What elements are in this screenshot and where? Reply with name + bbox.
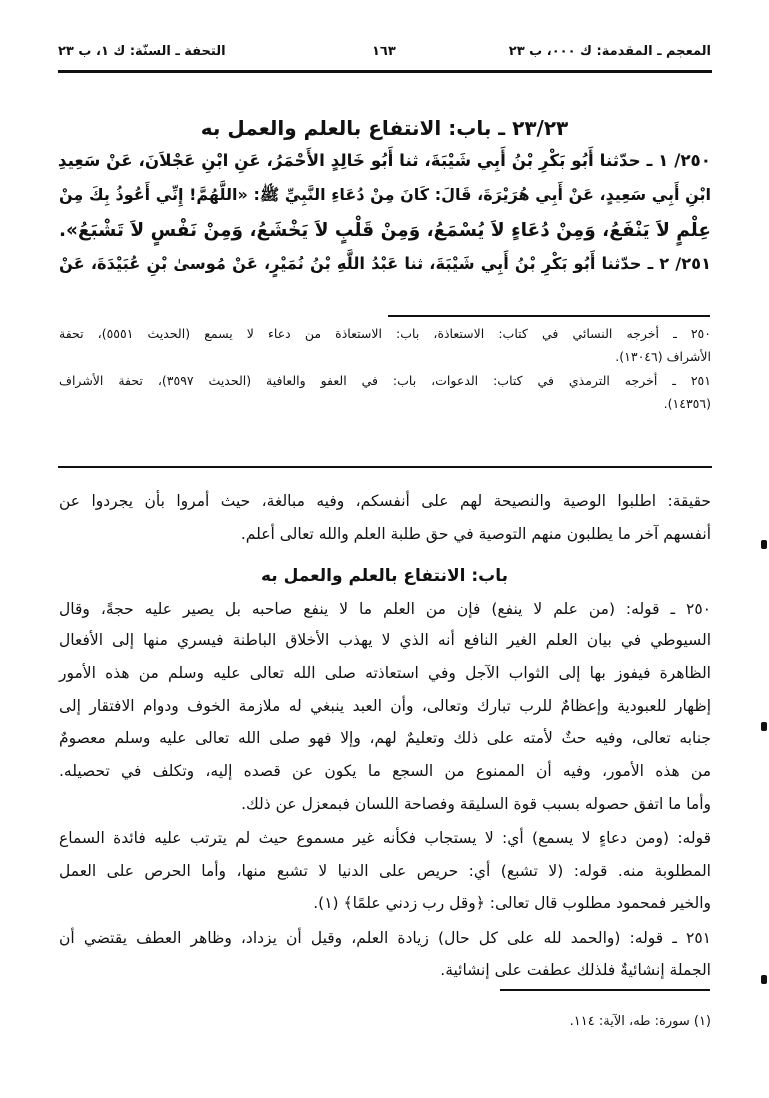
takhrij-line: (١٤٣٥٦). [663,396,711,411]
page-number: ١٦٣ [372,44,396,59]
commentary-line: قوله: (ومن دعاءٍ لا يسمع) أي: لا يستجاب فكأنه غير مسموع حيث لم يترتب عليه فائدة السماع [59,829,711,847]
scan-mark [761,975,767,984]
header-right: المعجم ـ المقدمة: ك ٠٠٠، ب ٢٣ [508,44,711,59]
commentary-line: والخير فمحمود مطلوب قال تعالى: ﴿وقل رب زدني علمًا﴾ (١). [313,894,711,912]
hadith-line: ٢٥١/ ٢ ـ حدّثنا أَبُو بَكْرِ بْنُ أَبِي شَيْبَةَ، ثنا عَبْدُ اللَّهِ بْنُ نُمَيْرٍ، عَنْ مُوسىٰ بْنِ عُبَيْدَةَ، عَنْ [59,254,711,273]
commentary-line: المطلوبة منه. قوله: (لا تشبع) أي: حريص على الدنيا لا تشبع منها، وأما الحرص على العمل [59,862,711,880]
commentary-line: السيوطي في بيان العلم الغير النافع أنه الذي لا يهذب الأخلاق الباطنة فيسري منها إلى الأفعال [59,631,711,649]
hadith-line: ابْنِ أَبِي سَعِيدٍ، عَنْ أَبِي هُرَيْرَةَ، قَالَ: كَانَ مِنْ دُعَاءِ النَّبِيِّ ﷺ: «اللَّهُمَّ! إِنِّي أَعُوذُ بِكَ مِنْ [59,185,711,204]
commentary-line: الجملة إنشائيةٌ فلذلك عطفت على إنشائية. [440,961,711,979]
commentary-line: وأما ما اتفق حصوله بسبب قوة السليقة وفصاحة اللسان فبمعزل عن ذلك. [241,795,711,813]
takhrij-line: ٢٥٠ ـ أخرجه النسائي في كتاب: الاستعاذة، باب: الاستعاذة من دعاء لا يسمع (الحديث ٥٥٥١)، تحفة [59,326,711,341]
scan-mark [761,540,767,549]
section-title: باب: الانتفاع بالعلم والعمل به [260,566,508,586]
takhrij-rule [388,315,710,317]
chapter-title: ٢٣/٢٣ ـ باب: الانتفاع بالعلم والعمل به [200,116,569,140]
commentary-line: ٢٥١ ـ قوله: (والحمد لله على كل حال) زيادة العلم، وقيل أن يزداد، وظاهر العطف يقتضي أن [59,929,711,947]
commentary-line: جنابه تعالى، وفيه حثٌ لأمته على ذلك وتعليمٌ لهم، وإلا فهو صلى الله تعالى عليه وسلم معصومٌ [59,729,711,747]
footnote: (١) سورة: طه، الآية: ١١٤. [569,1014,711,1029]
commentary-line: من هذه الأمور، وفيه أن الممنوع من السجع ما يكون عن قصده إليه، وتكلف في تحصيله. [59,762,711,780]
section-divider [58,466,712,468]
commentary-line: حقيقة: اطلبوا الوصية والنصيحة لهم على أنفسكم، وفيه مبالغة، حيث أمروا بأن يجردوا عن [59,492,711,510]
commentary-line: إظهار للعبودية وإعظامٌ للرب تبارك وتعالى، وأن العبد ينبغي له ملازمة الخوف ودوام الافتقار إلى [59,697,711,715]
commentary-line: أنفسهم آخر ما يطلبون منهم التوصية في حق طلبة العلم والله تعالى أعلم. [240,525,711,543]
hadith-line: عِلْمٍ لاَ يَنْفَعُ، وَمِنْ دُعَاءٍ لاَ يُسْمَعُ، وَمِنْ قَلْبٍ لاَ يَخْشَعُ، وَمِنْ نَفْسٍ لاَ تَشْبَعُ». [59,220,711,241]
commentary-line: الظاهرة فيفوز بها إلى الثواب الآجل وفي استعاذته صلى الله تعالى عليه وسلم من هذه الأمور [59,664,711,682]
header-rule [58,70,712,73]
scan-mark [761,722,767,731]
footnote-rule [500,989,710,991]
takhrij-line: الأشراف (١٣٠٤٦). [615,349,711,364]
takhrij-line: ٢٥١ ـ أخرجه الترمذي في كتاب: الدعوات، باب: في العفو والعافية (الحديث ٣٥٩٧)، تحفة الأشراف [59,373,711,388]
hadith-line: ٢٥٠/ ١ ـ حدّثنا أَبُو بَكْرِ بْنُ أَبِي شَيْبَةَ، ثنا أَبُو خَالِدٍ الأَحْمَرُ، عَنِ ابْنِ عَجْلاَنَ، عَنْ سَعِيدِ [57,150,711,170]
header-left: التحفة ـ السنّة: ك ١، ب ٢٣ [58,44,226,59]
commentary-line: ٢٥٠ ـ قوله: (من علم لا ينفع) فإن من العلم ما لا ينفع صاحبه بل يصير عليه حجةً، وقال [59,600,711,618]
